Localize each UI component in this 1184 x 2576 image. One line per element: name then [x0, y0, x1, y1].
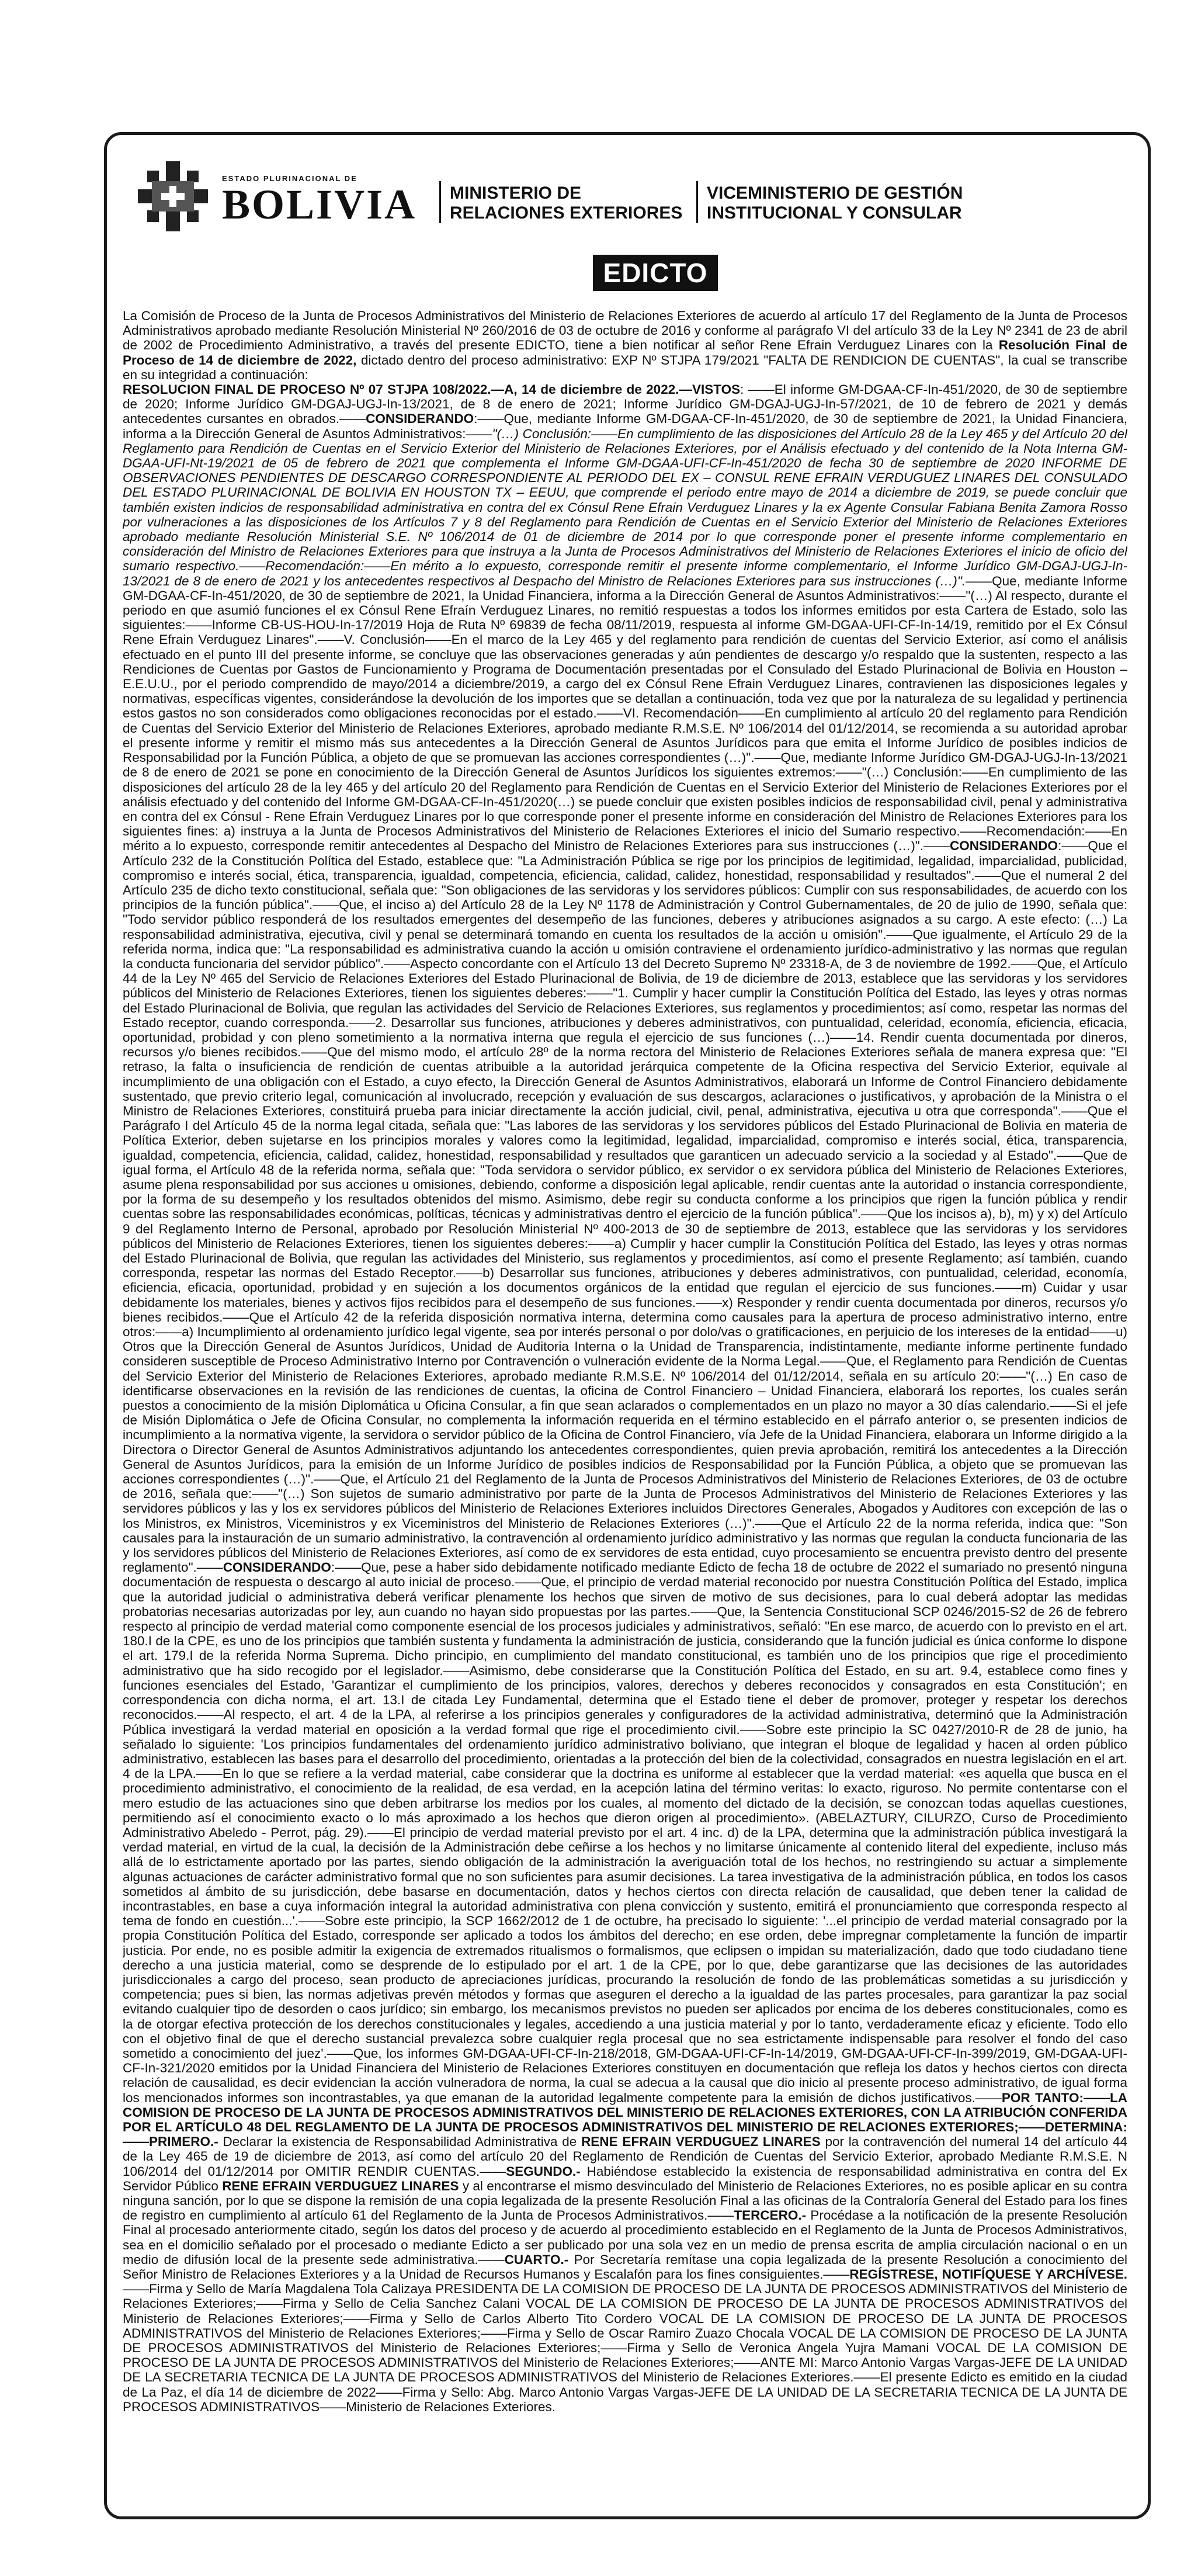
edict-title: EDICTO [593, 255, 718, 291]
state-small-label: ESTADO PLURINACIONAL DE [222, 174, 357, 183]
considerando-label-3: CONSIDERANDO [223, 1560, 331, 1575]
signatures-text: ——Firma y Sello de María Magdalena Tola Calizaya PRESIDENTA DE LA COMISION DE PROCESO DE LA JUNTA DE PROCESOS ADMINISTRATIVOS del Ministerio de Relaciones Exteriores;——Firma y Sello de Celia Sanchez Calani VOCAL DE LA COMISION DE PROCESO DE LA JUNTA DE PROCESOS ADMINISTRATIVOS del Ministerio de Relaciones Exteriores;——Firma y Sello de Carlos Alberto Tito Cordero VOCAL DE LA COMISION DE PROCESO DE LA JUNTA DE PROCESOS ADMINISTRATIVOS del Ministerio de Relaciones Exteriores;——Firma y Sello de Oscar Ramiro Zuazo Chocala VOCAL DE LA COMISION DE PROCESO DE LA JUNTA DE PROCESOS ADMINISTRATIVOS del Ministerio de Relaciones Exteriores;——Firma y Sello de Veronica Angela Yujra Mamani VOCAL DE LA COMISION DE PROCESO DE LA JUNTA DE PROCESOS ADMINISTRATIVOS del Ministerio de Relaciones Exteriores;——ANTE MI: Marco Antonio Vargas Vargas-JEFE DE LA UNIDAD DE LA SECRETARIA TECNICA DE LA JUNTA DE PROCESOS ADMINISTRATIVOS del Ministerio de Relaciones Exteriores.——El presente Edicto es emitido en la ciudad de La Paz, el día 14 de diciembre de 2022——Firma y Sello: Abg. Marco Antonio Vargas Vargas-JEFE DE LA UNIDAD DE LA SECRETARIA TECNICA DE LA JUNTA DE PROCESOS ADMINISTRATIVOS——Ministerio de Relaciones Exteriores. [123, 2282, 1127, 2414]
vice-ministry-label [707, 183, 963, 223]
considerando-label: CONSIDERANDO [366, 411, 474, 427]
por-tanto-text: ——LA COMISION DE PROCESO DE LA JUNTA DE PROCESOS ADMINISTRATIVOS DEL MINISTERIO DE RELACIONES EXTERIORES, CON LA ATRIBUCIÓN CONFERIDA POR EL ARTÍCULO 48 DEL REGLAMENTO DE LA JUNTA DE PROCESOS ADMINISTRATIVOS DEL MINISTERIO DE RELACIONES EXTERIORES;——DETERMINA:——PRIMERO.- [123, 2090, 1127, 2149]
vistos-label: VISTOS [692, 382, 741, 397]
vistos-text: : ——El informe GM-DGAA-CF-In-451/2020, de 30 de septiembre de 2020; Informe Jurídico GM-DGAJ-UGJ-In-13/2021, de 8 de enero de 2021; Informe Jurídico GM-DGAJ-UGJ-In-57/2021, de 10 de febrero de 2021 y demás antecedentes cursantes en obrados.—— [123, 382, 1127, 427]
edict-text [123, 308, 1127, 2414]
vice-ministry-line-1: VICEMINISTERIO DE GESTIÓN [707, 183, 963, 203]
para-3: :——Que el Artículo 232 de la Constitución Política del Estado, establece que: "La Administración Pública se rige por los principios de legitimidad, legalidad, imparcialidad, publicidad, compromiso e interés social, ética, transparencia, igualdad, competencia, eficiencia, calidad, calidez, honestidad, responsabilidad y resultados".——Que el numeral 2 del Artículo 235 de dicho texto constitucional, señala que: "Son obligaciones de las servidoras y los servidores públicos: Cumplir con sus responsabilidades, de acuerdo con los principios de la función pública".——Que, el inciso a) del Artículo 28 de la Ley Nº 1178 de Administración y Control Gubernamentales, de 20 de julio de 1990, señala que: "Todo servidor público responderá de los resultados emergentes del desempeño de las funciones, deberes y atribuciones asignados a su cargo. A este efecto: (…) La responsabilidad administrativa, ejecutiva, civil y penal se determinará tomando en cuenta los resultados de la acción u omisión".——Que igualmente, el Artículo 29 de la referida norma, indica que: "La responsabilidad es administrativa cuando la acción u omisión contraviene el ordenamiento jurídico-administrativo y las normas que regulan la conducta funcionaria del servidor público".——Aspecto concordante con el Artículo 13 del Decreto Supremo Nº 23318-A, de 3 de noviembre de 1992.——Que, el Artículo 44 de la Ley Nº 465 del Servicio de Relaciones Exteriores del Estado Plurinacional de Bolivia, de 19 de diciembre de 2013, establece que las servidoras y los servidores públicos del Ministerio de Relaciones Exteriores, tienen los siguientes deberes:——"1. Cumplir y hacer cumplir la Constitución Política del Estado, las leyes y otras normas del Estado Plurinacional de Bolivia, que regulan las actividades del Servicio de Relaciones Exteriores, sus reglamentos y procedimientos; así como, respetar las normas del Estado receptor, cuando corresponda.——2. Desarrollar sus funciones, atribuciones y deberes administrativos, con puntualidad, celeridad, economía, eficiencia, eficacia, oportunidad, probidad y con pleno sometimiento a la normativa interna que regula el ejercicio de sus funciones (…)——14. Rendir cuenta documentada por dineros, recursos y/o bienes recibidos.——Que del mismo modo, el artículo 28º de la norma rectora del Ministerio de Relaciones Exteriores señala de manera expresa que: "El retraso, la falta o insuficiencia de rendición de cuentas atribuible a la autoridad jerárquica competente de la Oficina respectiva del Servicio Exterior, equivale al incumplimiento de una obligación con el Estado, a cuyo efecto, la Dirección General de Asuntos Administrativos, elaborará un Informe de Control Financiero debidamente sustentado, que previo criterio legal, comunicación al involucrado, recepción y evaluación de sus descargos, aclaraciones o justificativos, y aprobación de la Ministra o el Ministro de Relaciones Exteriores, constituirá prueba para iniciar directamente la acción judicial, civil, penal, administrativa, ejecutiva u otra que corresponda".——Que el Parágrafo I del Artículo 45 de la norma legal citada, señala que: "Las labores de las servidoras y los servidores públicos del Estado Plurinacional de Bolivia en materia de Política Exterior, deben sujetarse en los principios morales y valores como la legitimidad, legalidad, imparcialidad, compromiso e interés social, ética, transparencia, igualdad, competencia, eficiencia, calidad, calidez, honestidad, responsabilidad y resultados que garanticen un adecuado servicio a la sociedad y al Estado".——Que de igual forma, el Artículo 48 de la referida norma, señala que: "Toda servidora o servidor público, ex servidor o ex servidora pública del Ministerio de Relaciones Exteriores, asume plena responsabilidad por sus acciones u omisiones, debiendo, conforme a disposición legal aplicable, rendir cuentas ante la autoridad o instancia correspondiente, por la forma de su desempeño y los resultados obtenidos del mismo. Asimismo, debe regir su conducta conforme a los principios que rigen la función pública y rendir cuentas sobre las responsabilidades económicas, políticas, técnicas y administrativas dentro el ejercicio de la función pública".——Que los incisos a), b), m) y x) del Artículo 9 del Reglamento Interno de Personal, aprobado por Resolución Ministerial Nº 400-2013 de 30 de septiembre de 2013, establece que las servidoras y los servidores públicos del Ministerio de Relaciones Exteriores, tienen los siguientes deberes:——a) Cumplir y hacer cumplir la Constitución Política del Estado, las leyes y otras normas del Estado Plurinacional de Bolivia, que regulan las actividades del Ministerio, sus reglamentos y procedimientos, así como el presente Reglamento; así también, cuando corresponda, respetar las normas del Estado Receptor.——b) Desarrollar sus funciones, atribuciones y deberes administrativos, con puntualidad, celeridad, economía, eficiencia, eficacia, oportunidad, probidad y en sujeción a los documentos orgánicos de la entidad que regulan el ejercicio de sus funciones.——m) Cuidar y usar debidamente los materiales, bienes y activos fijos recibidos para el desempeño de sus funciones.——x) Responder y rendir cuenta documentada por dineros, recursos y/o bienes recibidos.——Que el Artículo 42 de la referida disposición normativa interna, determina como causales para la apertura de proceso administrativo interno, entre otros:——a) Incumplimiento al ordenamiento jurídico legal vigente, sea por interés personal o por dolo/vas o gratificaciones, en perjuicio de los intereses de la entidad——u) Otros que la Dirección General de Asuntos Jurídicos, Unidad de Auditoria Interna o la Unidad de Transparencia, indistintamente, mediante informe pertinente fundado consideren susceptible de Proceso Administrativo Interno por Contravención o vulneración evidente de la Norma Legal.——Que, el Reglamento para Rendición de Cuentas del Servicio Exterior del Ministerio de Relaciones Exteriores, aprobado mediante R.M.S.E. Nº 106/2014 del 01/12/2014, señala en su artículo 20:——"(…) En caso de identificarse observaciones en la revisión de las rendiciones de cuentas, la oficina de Control Financiero – Unidad Financiera, elaborará los reportes, los cuales serán puestos a conocimiento de la misión Diplomática u Oficina Consular, a fin que sean aclarados o complementados en un plazo no mayor a 30 días calendario.——Si el jefe de Misión Diplomática o Jefe de Oficina Consular, no complementa la información requerida en el término establecido en el párrafo anterior o, se presenten indicios de incumplimiento a la normativa vigente, la servidora o servidor público de la Oficina de Control Financiero, vía Jefe de la Unidad Financiera, elaborara un Informe dirigido a la Directora o Director General de Asuntos Administrativos adjuntando los antecedentes correspondientes, quien previa aprobación, remitirá los antecedentes a la Dirección General de Asuntos Jurídicos, para la emisión de un Informe Jurídico de posibles indicios de Responsabilidad por la Función Pública, a objeto que se promuevan las acciones correspondientes (…)".——Que, el Artículo 21 del Reglamento de la Junta de Procesos Administrativos del Ministerio de Relaciones Exteriores, de 03 de octubre de 2016, señala que:——"(…) Son sujetos de sumario administrativo por parte de la Junta de Procesos Administrativos del Ministerio de Relaciones Exteriores y las servidores públicos y las y los ex servidores públicos del Ministerio de Relaciones Exteriores incluidos Directores Generales, Abogados y Auditores con excepción de las o los Ministros, ex Ministros, Viceministros y ex Viceministros del Ministerio de Relaciones Exteriores (…)".——Que el Artículo 22 de la norma referida, indica que: "Son causales para la instauración de un sumario administrativo, la contravención al ordenamiento jurídico administrativo y las normas que regulan la conducta funcionaria de las y los servidores públicos del Ministerio de Relaciones Exteriores, así como de ex servidores de esta entidad, cuyo procesamiento se encuentra previsto dentro del presente reglamento".—— [123, 838, 1127, 1575]
header-divider-2 [696, 181, 698, 223]
cuarto-text: Por Secretaría remítase una copia legalizada de la presente Resolución a conocimiento del Señor Ministro de Relaciones Exteriores y a la Unidad de Recursos Humanos y Escalafón para los fines consiguientes.—— [123, 2252, 1127, 2282]
tercero-label: TERCERO.- [734, 2208, 807, 2223]
segundo-text: Habiéndose establecido la existencia de responsabilidad administrativa en contra del Ex Servidor Público [123, 2164, 1127, 2193]
para-2: ——Que, mediante Informe GM-DGAA-CF-In-451/2020, de 30 de septiembre de 2021, la Unidad Financiera, informa a la Dirección General de Asuntos Administrativos:——"(…) Al respecto, durante el periodo en que asumió funciones el ex Cónsul Rene Efraín Verduguez Linares, no remitió respuestas a todos los informes emitidos por esta Cartera de Estado, solo las siguientes:——Informe CB-US-HOU-In-17/2019 Hoja de Ruta Nº 69839 de fecha 08/11/2019, respuesta al informe GM-DGAA-UFI-CF-In-14/19, remitido por el Ex Cónsul Rene Efrain Verduguez Linares".——V. Conclusión——En el marco de la Ley 465 y del reglamento para rendición de cuentas del Servicio Exterior, así como el análisis efectuado en el punto III del presente informe, se concluye que las observaciones generadas y aún pendientes de descargo y/o respaldo que la sustenten, respecto a las Rendiciones de Cuentas por Gastos de Funcionamiento y Programa de Documentación presentadas por el Consulado del Estado Plurinacional de Bolivia en Houston – E.E.U.U., por el periodo comprendido de mayo/2014 a diciembre/2019, a cargo del ex Cónsul Rene Efrain Verduguez Linares, contravienen las disposiciones legales y normativas, específicas vigentes, considerándose la devolución de los importes que se detallan a continuación, toda vez que por la naturaleza de su legalidad y pertinencia estos gastos no son considerados como obligaciones reconocidas por el estado.——VI. Recomendación——En cumplimiento al artículo 20 del reglamento para Rendición de Cuentas del Servicio Exterior del Ministerio de Relaciones Exteriores, aprobado mediante R.M.S.E. Nº 106/2014 del 01/12/2014, se recomienda a su autoridad aprobar el presente informe y remitir el mismo más sus antecedentes a la Dirección General de Asuntos Jurídicos para que emita el Informe Jurídico de posibles indicios de Responsabilidad por la Función Pública, a objeto de que se promuevan las acciones correspondientes (…)".——Que, mediante Informe Jurídico GM-DGAJ-UGJ-In-13/2021 de 8 de enero de 2021 se pone en conocimiento de la Dirección General de Asuntos Jurídicos los siguientes extremos:——"(…) Conclusión:——En cumplimiento de las disposiciones del artículo 28 de la ley 465 y del artículo 20 del Reglamento para Rendición de Cuentas en el Servicio Exterior del Ministerio de Relaciones Exteriores por el análisis efectuado y del contenido del Informe GM-DGAA-CF-In-451/2020(…) se puede concluir que existen posibles indicios de responsabilidad civil, penal y administrativa en contra del ex Cónsul - Rene Efrain Verduguez Linares por lo que corresponde poner el presente informe en consideración del Ministro de Relaciones Exteriores para los siguientes fines: a) instruya a la Junta de Procesos Administrativos del Ministerio de Relaciones Exteriores el inicio del Sumario respectivo.——Recomendación:——En mérito a lo expuesto, corresponde remitir antecedentes al Despacho del Ministro de Relaciones Exteriores para sus instrucciones (…)".—— [123, 573, 1127, 854]
considerando-text: :——Que, mediante Informe GM-DGAA-CF-In-451/2020, de 30 de septiembre de 2021, la Unidad Financiera, informa a la Dirección General de Asuntos Administrativos:—— [123, 411, 1127, 441]
primero-name: RENE EFRAIN VERDUGUEZ LINARES [581, 2134, 821, 2149]
bolivia-emblem-icon [134, 158, 211, 235]
segundo-label: SEGUNDO.- [506, 2164, 581, 2179]
header-divider [439, 181, 441, 223]
por-tanto-label: POR TANTO: [1001, 2090, 1084, 2105]
intro-tail: dictado dentro del proceso administrativo: EXP Nº STJPA 179/2021 "FALTA DE RENDICION DE CUENTAS", la cual se transcribe en su integridad a continuación: [123, 352, 1127, 382]
registrese-label: REGÍSTRESE, NOTIFÍQUESE Y ARCHÍVESE. [849, 2267, 1127, 2282]
resolution-date: —A, 14 de diciembre de 2022.— [491, 382, 692, 397]
quote-1: "(…) Conclusión:——En cumplimiento de las disposiciones del Artículo 28 de la Ley 465 y del Artículo 20 del Reglamento para Rendición de Cuentas en el Servicio Exterior del Ministerio de Relaciones Exteriores, por el Análisis efectuado y del contenido de la Nota Interna GM-DGAA-UFI-Nt-19/2021 de 05 de febrero de 2021 que complementa el Informe GM-DGAA-UFI-CF-In-451/2020 de fecha 30 de septiembre de 2020 INFORME DE OBSERVACIONES PENDIENTES DE DESCARGO CORRESPONDIENTE AL PERIODO DEL EX – CONSUL RENE EFRAIN VERDUGUEZ LINARES DEL CONSULADO DEL ESTADO PLURINACIONAL DE BOLIVIA EN HOUSTON TX – EEUU, que comprende el periodo entre mayo de 2014 a diciembre de 2019, se puede concluir que también existen indicios de responsabilidad administrativa en contra del ex Cónsul Rene Efrain Verduguez Linares y la ex Agente Consular Fabiana Benita Zamora Rosso por vulneraciones a las disposiciones de los Artículos 7 y 8 del Reglamento para Rendición de Cuentas en el Servicio Exterior del Ministerio de Relaciones Exteriores aprobado mediante Resolución Ministerial S.E. Nº 106/2014 de 01 de diciembre de 2014 por lo que corresponde poner el presente informe complementario en consideración del Ministro de Relaciones Exteriores para que instruya a la Junta de Procesos Administrativos del Ministerio de Relaciones Exteriores el inicio de oficio del sumario respectivo.——Recomendación:——En mérito a lo expuesto, corresponde remitir el presente informe complementario, el Informe Jurídico GM-DGAJ-UGJ-In-13/2021 de 8 de enero de 2021 y los antecedentes respectivos al Despacho del Ministro de Relaciones Exteriores para sus instrucciones (…)". [123, 426, 1127, 588]
primero-text: Declarar la existencia de Responsabilidad Administrativa de [218, 2134, 582, 2149]
ministry-label [450, 183, 682, 223]
edict-body [123, 308, 1127, 2491]
cuarto-label: CUARTO.- [504, 2252, 569, 2267]
ministry-line-2: RELACIONES EXTERIORES [450, 203, 683, 223]
segundo-name: RENE EFRAIN VERDUGUEZ LINARES [222, 2178, 459, 2193]
resolution-heading: RESOLUCION FINAL DE PROCESO Nº 07 STJPA 108/2022. [123, 382, 491, 397]
intro-bold: Resolución Final de Proceso de 14 de diciembre de 2022, [123, 338, 1127, 367]
tercero-text: Procédase a la notificación de la presente Resolución Final al procesado anteriormente citado, según los datos del proceso y de acuerdo al procedimiento establecido en el Reglamento de la Junta de Procesos Administrativos, sea en el domicilio señalado por el procesado o mediante Edicto a ser publicado por una sola vez en un medio de prensa escrita de amplia circulación nacional o en un medio de difusión local de la presente sede administrativa.—— [123, 2208, 1127, 2267]
state-name-logo: BOLIVIA [222, 181, 417, 228]
ministry-line-1: MINISTERIO DE [450, 183, 582, 203]
para-4: :——Que, pese a haber sido debidamente notificado mediante Edicto de fecha 18 de octubre de 2022 el sumariado no presentó ninguna documentación de respuesta o descargo al auto inicial de proceso.——Que, el principio de verdad material reconocido por nuestra Constitución Política del Estado, implica que la autoridad judicial o administrativa deberá verificar plenamente los hechos que sirven de motivo de sus decisiones, para lo cual deberá adoptar las medidas probatorias necesarias autorizadas por ley, aun cuando no hayan sido propuestas por las partes.——Que, la Sentencia Constitucional SCP 0246/2015-S2 de 26 de febrero respecto al principio de verdad material como componente esencial de los procesos judiciales y administrativos, señaló: "En ese marco, de acuerdo con lo previsto en el art. 180.I de la CPE, es uno de los principios que también sustenta y fundamenta la administración de justicia, considerando que la función judicial es única conforme lo dispone el art. 179.I de la referida Norma Suprema. Dicho principio, en cumplimiento del mandato constitucional, es también uno de los principios que rige el procedimiento administrativo que ha sido recogido por el legislador.——Asimismo, debe considerarse que la Constitución Política del Estado, en su art. 9.4, establece como fines y funciones esenciales del Estado, 'Garantizar el cumplimiento de los principios, valores, derechos y deberes reconocidos y consagrados en esta Constitución'; en correspondencia con dicha norma, el art. 13.I de citada Ley Fundamental, determina que el Estado tiene el deber de promover, proteger y respetar los derechos reconocidos.——Al respecto, el art. 4 de la LPA, al referirse a los principios generales y configuradores de la actividad administrativa, determinó que la Administración Pública investigará la verdad material en oposición a la verdad formal que rige el procedimiento civil.——Sobre este principio la SC 0427/2010-R de 28 de junio, ha señalado lo siguiente: 'Los principios fundamentales del ordenamiento jurídico administrativo boliviano, que integran el bloque de legalidad y hacen al orden público administrativo, establecen las bases para el desarrollo del procedimiento, orientadas a la protección del bien de la colectividad, consagrados en nuestra legislación en el art. 4 de la LPA.——En lo que se refiere a la verdad material, cabe considerar que la doctrina es uniforme al establecer que la verdad material: «es aquella que busca en el procedimiento administrativo, el conocimiento de la realidad, de esa verdad, en la acepción latina del término veritas: lo exacto, riguroso. No permite contentarse con el mero estudio de las actuaciones sino que deben arbitrarse los medios por los cuales, al momento del dictado de la decisión, se conozcan todas aquellas cuestiones, permitiendo así el conocimiento exacto o lo más aproximado a los hechos que dieron origen al procedimiento». (ABELAZTURY, CILURZO, Curso de Procedimiento Administrativo Abeledo - Perrot, pág. 29).——El principio de verdad material previsto por el art. 4 inc. d) de la LPA, determina que la administración pública investigará la verdad material, en virtud de la cual, la decisión de la Administración debe ceñirse a los hechos y no limitarse únicamente al contenido literal del expediente, incluso más allá de lo estrictamente aportado por las partes, siendo obligación de la administración la averiguación total de los hechos, no restringiendo su actuar a simplemente algunas actuaciones de carácter administrativo formal que no son suficientes para asumir decisiones. La tarea investigativa de la administración pública, en todos los casos sometidos al ámbito de su jurisdicción, debe basarse en documentación, datos y hechos ciertos con directa relación de causalidad, que deben tener la calidad de incontrastables, en base a cuya información integral la autoridad administrativa con plena convicción y sustento, emitirá el pronunciamiento que corresponda respecto al tema de fondo en cuestión...'.——Sobre este principio, la SCP 1662/2012 de 1 de octubre, ha precisado lo siguiente: '...el principio de verdad material consagrado por la propia Constitución Política del Estado, corresponde ser aplicado a todos los ámbitos del derecho; en ese orden, debe impregnar completamente la función de impartir justicia. Por ende, no es posible admitir la exigencia de extremados ritualismos o formalismos, que eclipsen o impidan su materialización, dado que todo ciudadano tiene derecho a una justicia material, como se desprende de lo estipulado por el art. 1 de la CPE, por lo que, debe garantizarse que las decisiones de las autoridades jurisdiccionales a cargo del proceso, sean producto de apreciaciones jurídicas, procurando la resolución de fondo de las problemáticas sometidas a su jurisdicción y competencia; pues si bien, las normas adjetivas prevén métodos y formas que aseguren el derecho a la igualdad de las partes procesales, para garantizar la paz social evitando cualquier tipo de desorden o caos jurídico; sin embargo, los mecanismos previstos no pueden ser aplicados por encima de los deberes constitucionales, como es la de otorgar efectiva protección de los derechos constitucionales y legales, accediendo a una justicia material y por lo tanto, verdaderamente eficaz y eficiente. Todo ello con el objetivo final de que el derecho sustancial prevalezca sobre cualquier regla procesal que no sea estrictamente indispensable para resolver el fondo del caso sometido a conocimiento del juez'.——Que, los informes GM-DGAA-UFI-CF-In-218/2018, GM-DGAA-UFI-CF-In-14/2019, GM-DGAA-UFI-CF-In-399/2019, GM-DGAA-UFI-CF-In-321/2020 emitidos por la Unidad Financiera del Ministerio de Relaciones Exteriores constituyen en documentación que refleja los datos y hechos ciertos con directa relación de causalidad, es decir evidencian la acción vulneradora de norma, la cual se adecua a la causal que dio inicio al presente proceso administrativo, de igual forma los mencionados informes son incontrastables, ya que emanan de la autoridad legalmente competente para la emisión de dichos justificativos.—— [123, 1560, 1127, 2105]
page-header [134, 158, 1127, 245]
intro-text: La Comisión de Proceso de la Junta de Procesos Administrativos del Ministerio de Relaciones Exteriores de acuerdo al artículo 17 del Reglamento de la Junta de Procesos Administrativos aprobado mediante Resolución Ministerial Nº 260/2016 de 03 de octubre de 2016 y conforme al parágrafo VI del artículo 33 de la Ley Nº 2341 de 23 de abril de 2002 de Procedimiento Administrativo, a través del presente EDICTO, tiene a bien notificar al señor Rene Efrain Verduguez Linares con la [123, 308, 1127, 353]
segundo-tail: y al encontrarse el mismo desvinculado del Ministerio de Relaciones Exteriores, no es posible aplicar en su contra ninguna sanción, por lo que se dispone la remisión de una copia legalizada de la presente Resolución Final a las oficinas de la Contraloría General del Estado para los fines de registro en cumplimiento al artículo 61 del Reglamento de la Junta de Procesos Administrativos.—— [123, 2178, 1127, 2223]
vice-ministry-line-2: INSTITUCIONAL Y CONSULAR [707, 203, 962, 223]
considerando-label-2: CONSIDERANDO [950, 838, 1058, 854]
primero-tail: por la contravención del numeral 14 del artículo 44 de la Ley 465 de 19 de diciembre de 2013, así como del artículo 20 del Reglamento de Rendición de Cuentas del Servicio Exterior, aprobado Mediante R.M.S.E. N 106/2014 del 01/12/2014 por OMITIR RENDIR CUENTAS.—— [123, 2134, 1127, 2179]
